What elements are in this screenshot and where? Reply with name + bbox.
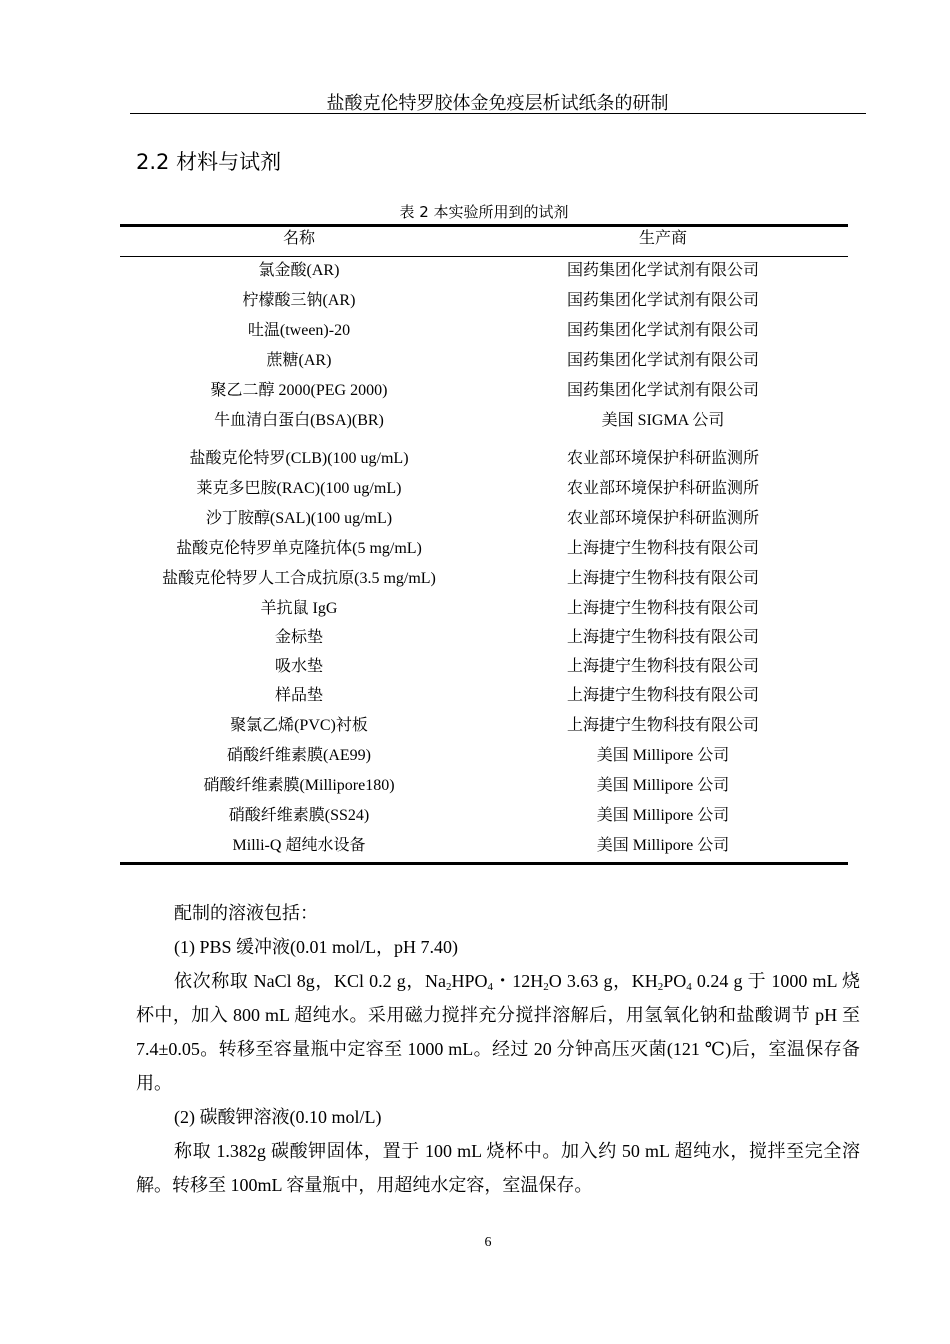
reagent-name: 样品垫 xyxy=(274,686,323,704)
running-header: 盐酸克伦特罗胶体金免疫层析试纸条的研制 xyxy=(326,93,669,113)
reagent-manufacturer: 美国 Millipore 公司 xyxy=(596,746,730,764)
text-span: ・12H xyxy=(493,971,544,991)
column-header-manufacturer: 生产商 xyxy=(638,230,687,247)
table-row xyxy=(120,343,848,373)
reagent-manufacturer: 美国 Millipore 公司 xyxy=(596,806,730,824)
reagent-name: 硝酸纤维素膜(Millipore180) xyxy=(203,776,395,794)
table-row xyxy=(120,403,848,433)
reagent-name: 莱克多巴胺(RAC)(100 ug/mL) xyxy=(196,479,402,497)
page-number: 6 xyxy=(484,1235,492,1250)
reagent-name: 吸水垫 xyxy=(274,657,323,675)
table-row xyxy=(120,678,848,708)
reagent-name: 羊抗鼠 IgG xyxy=(260,599,338,617)
solutions-intro: 配制的溶液包括： xyxy=(174,903,318,923)
reagent-name: 盐酸克伦特罗(CLB)(100 ug/mL) xyxy=(189,449,409,467)
table-row xyxy=(120,708,848,738)
reagent-manufacturer: 国药集团化学试剂有限公司 xyxy=(566,381,759,399)
table-row xyxy=(120,313,848,343)
table-row xyxy=(120,441,848,471)
reagent-name: 柠檬酸三钠(AR) xyxy=(242,291,356,309)
reagent-name: 硝酸纤维素膜(SS24) xyxy=(228,806,370,824)
table-row xyxy=(120,561,848,591)
text-span: 依次称取 NaCl 8g，KCl 0.2 g，Na xyxy=(174,971,446,991)
header-rule xyxy=(130,113,866,114)
text-span: O 3.63 g，KH xyxy=(548,971,658,991)
reagent-manufacturer: 农业部环境保护科研监测所 xyxy=(566,509,759,527)
subscript: 2 xyxy=(657,981,664,993)
reagent-manufacturer: 美国 Millipore 公司 xyxy=(596,836,730,854)
table-row xyxy=(120,620,848,650)
table-row xyxy=(120,768,848,798)
text-span: HPO xyxy=(451,971,488,991)
pbs-procedure xyxy=(136,964,860,1100)
body-text xyxy=(136,896,860,1202)
table-top-rule xyxy=(120,224,848,227)
reagent-name: 金标垫 xyxy=(274,628,323,646)
table-row xyxy=(120,373,848,403)
text-span: PO xyxy=(663,971,687,991)
reagent-name: 盐酸克伦特罗单克隆抗体(5 mg/mL) xyxy=(176,539,422,557)
table-header-row xyxy=(120,228,848,252)
table-bottom-rule xyxy=(120,862,848,865)
subscript: 4 xyxy=(487,981,494,993)
table-row xyxy=(120,591,848,621)
reagent-manufacturer: 农业部环境保护科研监测所 xyxy=(566,479,759,497)
subscript: 2 xyxy=(543,981,549,993)
table-row xyxy=(120,501,848,531)
k2co3-procedure: 称取 1.382g 碳酸钾固体，置于 100 mL 烧杯中。加入约 50 mL 超纯水，搅拌至完全溶解。转移至 100mL 容量瓶中，用超纯水定容，室温保存。 xyxy=(136,1141,860,1195)
reagent-manufacturer: 国药集团化学试剂有限公司 xyxy=(566,261,759,279)
table-row xyxy=(120,828,848,858)
reagent-name: 盐酸克伦特罗人工合成抗原(3.5 mg/mL) xyxy=(162,569,436,587)
text-span: 0.24 g 于 1000 mL 烧杯中，加入 800 mL 超纯水。采用磁力搅拌充分搅拌溶解后，用氢氧化钠和盐酸调节 pH 至 7.4±0.05。转移至容量瓶中定容至 1000 mL。经过 20 分钟高压灭菌(121 ℃)后，室温保存备用。 xyxy=(136,971,861,1093)
section-title: 2.2 材料与试剂 xyxy=(136,150,282,174)
table-row xyxy=(120,649,848,679)
subscript: 4 xyxy=(686,981,692,993)
reagent-manufacturer: 上海捷宁生物科技有限公司 xyxy=(566,716,759,734)
table-row xyxy=(120,738,848,768)
reagent-manufacturer: 上海捷宁生物科技有限公司 xyxy=(566,686,759,704)
reagent-name: 沙丁胺醇(SAL)(100 ug/mL) xyxy=(205,509,393,527)
table-caption: 表 2 本实验所用到的试剂 xyxy=(399,203,569,221)
reagent-manufacturer: 上海捷宁生物科技有限公司 xyxy=(566,569,759,587)
subscript: 2 xyxy=(446,981,452,993)
reagent-name: 吐温(tween)-20 xyxy=(247,321,351,339)
reagent-name: 氯金酸(AR) xyxy=(258,261,340,279)
column-header-name: 名称 xyxy=(282,230,315,247)
reagent-manufacturer: 国药集团化学试剂有限公司 xyxy=(566,321,759,339)
reagent-manufacturer: 美国 Millipore 公司 xyxy=(596,776,730,794)
reagent-name: 蔗糖(AR) xyxy=(266,351,332,369)
reagents-table-body xyxy=(120,253,848,858)
reagent-manufacturer: 国药集团化学试剂有限公司 xyxy=(566,291,759,309)
pbs-heading: (1) PBS 缓冲液(0.01 mol/L，pH 7.40) xyxy=(174,937,459,957)
reagent-manufacturer: 农业部环境保护科研监测所 xyxy=(566,449,759,467)
reagent-manufacturer: 上海捷宁生物科技有限公司 xyxy=(566,628,759,646)
table-row xyxy=(120,531,848,561)
reagent-manufacturer: 上海捷宁生物科技有限公司 xyxy=(566,657,759,675)
reagent-name: 硝酸纤维素膜(AE99) xyxy=(227,746,371,764)
reagent-manufacturer: 美国 SIGMA 公司 xyxy=(601,411,725,429)
reagent-name: 聚乙二醇 2000(PEG 2000) xyxy=(210,381,388,399)
table-row xyxy=(120,798,848,828)
reagent-manufacturer: 国药集团化学试剂有限公司 xyxy=(566,351,759,369)
reagent-manufacturer: 上海捷宁生物科技有限公司 xyxy=(566,599,759,617)
table-row xyxy=(120,283,848,313)
table-row xyxy=(120,471,848,501)
reagent-name: 牛血清白蛋白(BSA)(BR) xyxy=(214,411,384,429)
reagent-name: Milli-Q 超纯水设备 xyxy=(232,836,366,854)
table-row xyxy=(120,253,848,283)
reagent-manufacturer: 上海捷宁生物科技有限公司 xyxy=(566,539,759,557)
k2co3-heading: (2) 碳酸钾溶液(0.10 mol/L) xyxy=(174,1107,382,1127)
reagent-name: 聚氯乙烯(PVC)衬板 xyxy=(230,716,368,734)
